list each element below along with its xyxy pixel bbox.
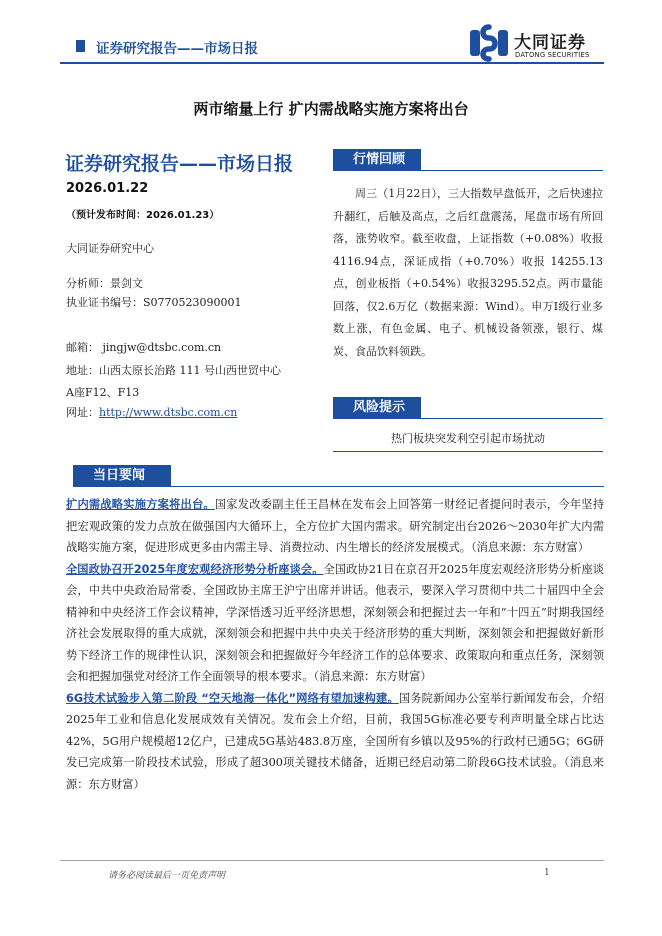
news-body: 国务院新闻办公室举行新闻发布会，介绍2025年工业和信息化发展成效有关情况。发布会上介绍，目前，我国5G标准必要专利声明量全球占比达42%，5G用户规模超12亿户，已建成5G基站483.8万座，全国所有乡镇以及95%的行政村已通5G；6G研发已完成第一阶段技术试验，形成了超300项关键技术储备，近期已经启动第二阶段6G技术试验。（消息来源：东方财富） bbox=[66, 691, 604, 791]
news-body: 全国政协21日在京召开2025年度宏观经济形势分析座谈会，中共中央政治局常委、全国政协主席王沪宁出席并讲话。他表示，要深入学习贯彻中共二十届四中全会精神和中央经济工作会议精神，学深悟透习近平经济思想，深刻领会和把握过去一年和“十四五”时期我国经济社会发展取得的重大成就，深刻领会和把握中共中央关于经济形势的重大判断，深刻领会和把握做好新形势下经济工作的规律性认识，深刻领会和把握做好今年经济工作的总体要求、政策取向和重点任务，深刻领会和把握加强党对经济工作全面领导的根本要求。（消息来源：东方财富） bbox=[66, 562, 604, 683]
news-headline-link[interactable]: 扩内需战略实施方案将出台。 bbox=[66, 498, 215, 511]
address-line-1: 地址：山西太原长治路 111 号山西世贸中心 bbox=[66, 364, 281, 377]
header-marker bbox=[76, 40, 85, 52]
market-review-text: 周三（1月22日），三大指数早盘低开，之后快速拉升翻红，后触及高点，之后红盘震荡，尾盘市场有所回落，涨势收窄。截至收盘，上证指数（+0.08%）收报4116.94点，深证成指（+0.70%）收报 14255.13 点，创业板指（+0.54%）收报3295.52点。两市量能回落，仅2.6万亿（数据来源：Wind）。申万Ⅰ级行业多数上涨，有色金属、电子、机械设备领涨，银行、煤炭、食品饮料领跌。 bbox=[333, 187, 603, 358]
news-list bbox=[66, 494, 604, 795]
news-headline-link[interactable]: 全国政协召开2025年度宏观经济形势分析座谈会。 bbox=[66, 562, 324, 576]
website-label: 网址： bbox=[66, 406, 99, 419]
risk-bottom-rule bbox=[333, 451, 603, 452]
license-number: 执业证书编号：S0770523090001 bbox=[66, 296, 242, 309]
logo-mark-icon bbox=[468, 22, 510, 64]
website-link[interactable]: http://www.dtsbc.com.cn bbox=[99, 406, 238, 419]
report-date: 2026.01.22 bbox=[66, 181, 149, 196]
news-body: 国家发改委副主任王昌林在发布会上回答第一财经记者提问时表示，今年坚持把宏观政策的发力点放在做强国内大循环上，全方位扩大国内需求。研究制定出台2026～2030年扩大内需战略实施方案，促进形成更多由内需主导、消费拉动、内生增长的经济发展模式。（消息来源：东方财富） bbox=[66, 498, 604, 554]
research-center: 大同证券研究中心 bbox=[66, 242, 154, 255]
header-report-type: 证券研究报告——市场日报 bbox=[96, 41, 258, 57]
news-item bbox=[66, 559, 604, 688]
header-divider bbox=[60, 62, 604, 64]
risk-text: 热门板块突发利空引起市场扰动 bbox=[391, 432, 545, 445]
risk-rule bbox=[421, 418, 603, 419]
news-tag: 当日要闻 bbox=[73, 465, 171, 487]
footer-divider bbox=[60, 860, 604, 861]
report-headline: 两市缩量上行 扩内需战略实施方案将出台 bbox=[193, 100, 469, 118]
market-review-rule bbox=[421, 170, 603, 171]
news-item bbox=[66, 494, 604, 559]
news-headline-link[interactable]: 6G技术试验步入第二阶段 “空天地海一体化”网络有望加速构建。 bbox=[66, 691, 399, 705]
risk-tag: 风险提示 bbox=[333, 397, 421, 419]
market-review-tag: 行情回顾 bbox=[333, 149, 421, 171]
news-rule bbox=[171, 486, 604, 487]
logo-company-english: DATONG SECURITIES bbox=[515, 51, 590, 59]
disclaimer-note: 请务必阅读最后一页免责声明 bbox=[108, 871, 226, 881]
analyst-name: 分析师：景剑文 bbox=[66, 277, 143, 290]
logo-company-name: 大同证券 bbox=[514, 33, 586, 53]
website-row bbox=[66, 404, 237, 420]
contact-email: 邮箱： jingjw@dtsbc.com.cn bbox=[66, 341, 222, 354]
address-line-2: A座F12、F13 bbox=[66, 386, 140, 399]
report-series-title: 证券研究报告——市场日报 bbox=[65, 153, 294, 175]
news-item bbox=[66, 688, 604, 796]
publish-time: （预计发布时间：2026.01.23） bbox=[66, 210, 220, 221]
page-number: 1 bbox=[544, 868, 550, 878]
